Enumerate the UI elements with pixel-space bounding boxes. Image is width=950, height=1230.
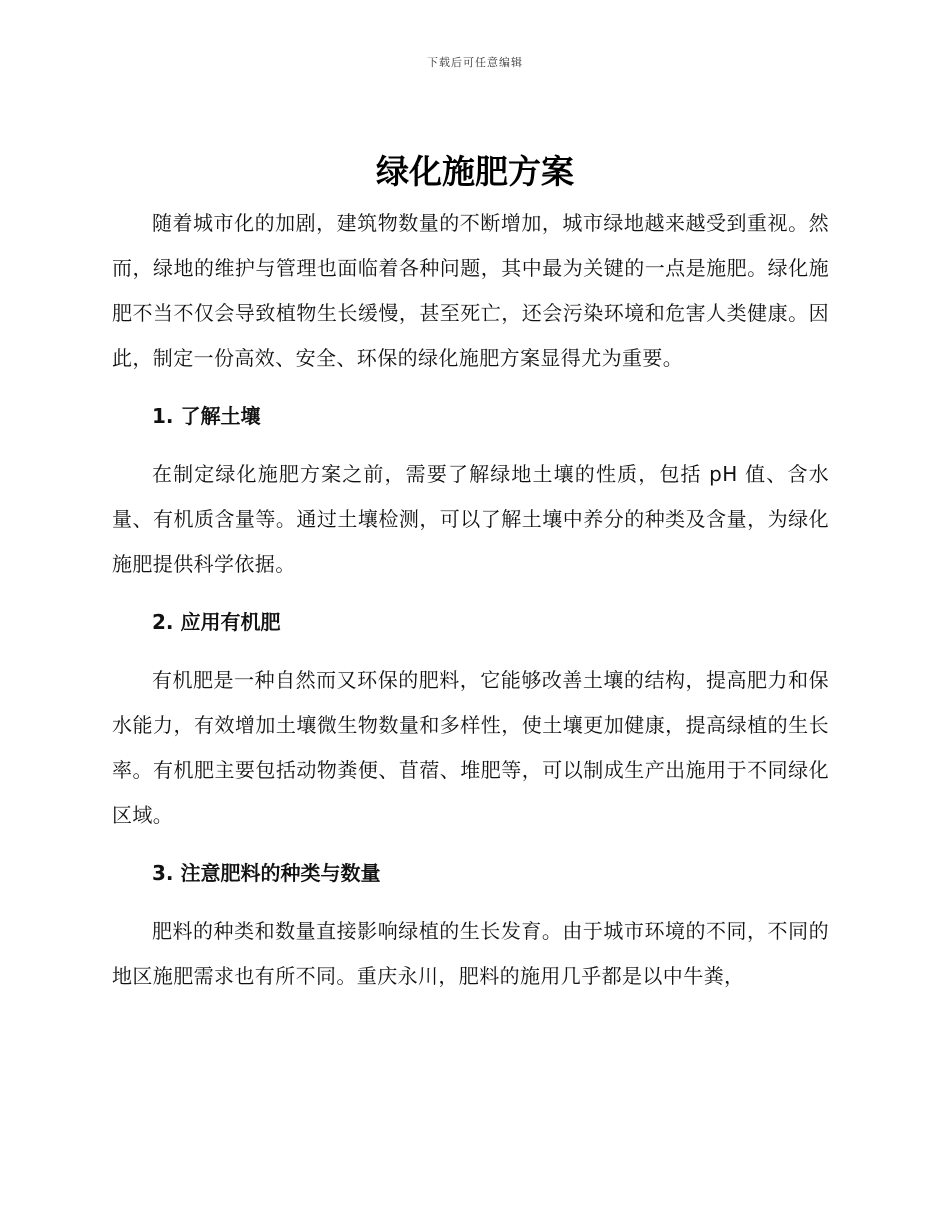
spacer: [112, 587, 829, 600]
section-heading-2: 2. 应用有机肥: [152, 610, 281, 634]
section-body-3: 肥料的种类和数量直接影响绿植的生长发育。由于城市环境的不同，不同的地区施肥需求也有所不同。重庆永川，肥料的施用几乎都是以中牛粪，: [112, 919, 829, 988]
intro-paragraph: 随着城市化的加剧，建筑物数量的不断增加，城市绿地越来越受到重视。然而，绿地的维护与管理也面临着各种问题，其中最为关键的一点是施肥。绿化施肥不当不仅会导致植物生长缓慢，甚至死亡，还会污染环境和危害人类健康。因此，制定一份高效、安全、环保的绿化施肥方案显得尤为重要。: [112, 211, 829, 370]
section-heading-3: 3. 注意肥料的种类与数量: [152, 861, 381, 885]
section-heading-1: 1. 了解土壤: [152, 404, 261, 428]
spacer: [112, 838, 829, 851]
page-header: 下载后可任意编辑: [427, 56, 523, 69]
section-body-2: 有机肥是一种自然而又环保的肥料，它能够改善土壤的结构，提高肥力和保水能力，有效增加土壤微生物数量和多样性，使土壤更加健康，提高绿植的生长率。有机肥主要包括动物粪便、苜蓿、堆肥等，可以制成生产出施用于不同绿化区域。: [112, 668, 829, 827]
spacer: [112, 439, 829, 452]
spacer: [112, 896, 829, 909]
document-title: 绿化施肥方案: [376, 152, 574, 191]
spacer: [112, 381, 829, 394]
document-body: [112, 201, 829, 999]
spacer: [112, 645, 829, 658]
section-body-1: 在制定绿化施肥方案之前，需要了解绿地土壤的性质，包括 pH 值、含水量、有机质含量等。通过土壤检测，可以了解土壤中养分的种类及含量，为绿化施肥提供科学依据。: [112, 462, 829, 576]
